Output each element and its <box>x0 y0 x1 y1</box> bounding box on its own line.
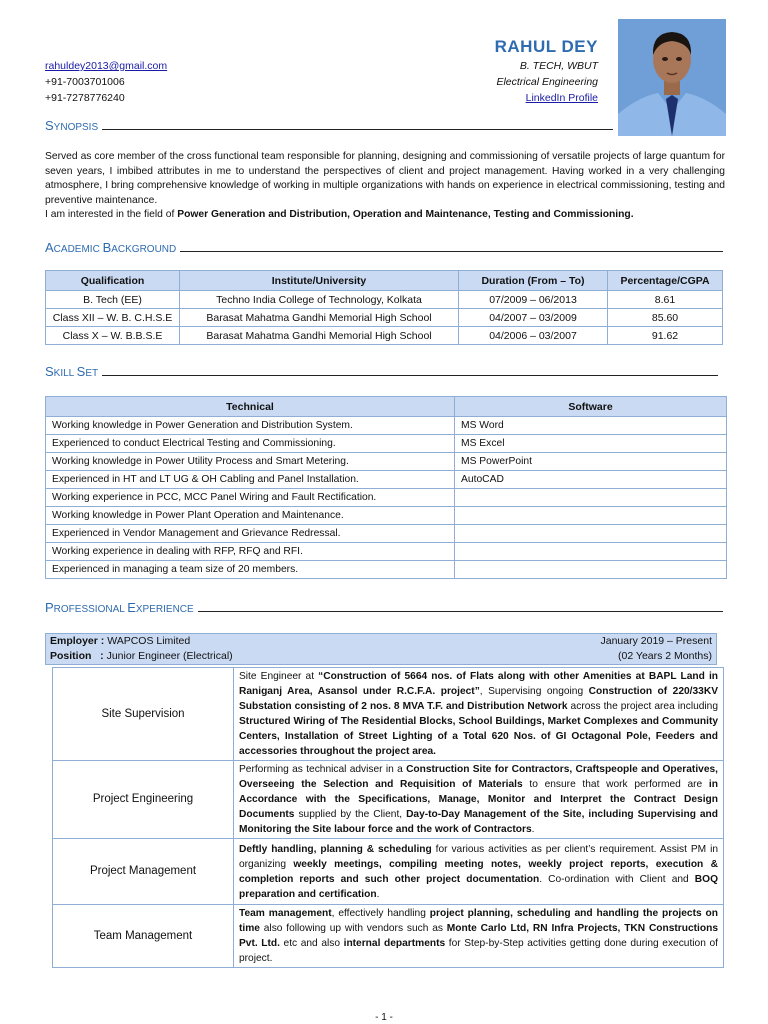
role-text-part: internal departments <box>343 938 446 949</box>
experience-heading: PROFESSIONAL EXPERIENCE <box>45 600 723 615</box>
table-row <box>46 561 727 579</box>
software-skill <box>455 561 727 579</box>
role-text-part: for Step-by-Step activities getting done during execution of project. <box>239 938 718 964</box>
role-text-part: supplied by the Client, <box>294 809 407 820</box>
email-link[interactable]: rahuldey2013@gmail.com <box>45 60 168 72</box>
page-number: - 1 - <box>375 1012 393 1023</box>
col-technical: Technical <box>46 397 455 417</box>
employer-name: WAPCOS Limited <box>107 635 191 647</box>
technical-skill: Working knowledge in Power Utility Process and Smart Metering. <box>46 453 455 471</box>
skills-header-row <box>46 397 727 417</box>
position-label: Position : <box>50 650 107 662</box>
table-row: B. Tech (EE) Techno India College of Technology, Kolkata 07/2009 – 06/2013 8.61 <box>46 291 723 309</box>
role-description <box>234 668 724 761</box>
role-text-part: in Accordance with the Specifications, Manage, Monitor and Interpret the Contract Design Documents <box>239 779 718 820</box>
role-text-part: Deftly handling, planning & scheduling <box>239 843 432 855</box>
col-duration: Duration (From – To) <box>459 271 608 291</box>
software-skill <box>455 489 727 507</box>
technical-skill: Working knowledge in Power Generation and Distribution System. <box>46 417 455 435</box>
software-skill: AutoCAD <box>455 471 727 489</box>
role-text-part: Structured Wiring of The Residential Blocks, School Buildings, Market Complexes and Community Centers, Installation of Street Lighting of a Total 620 Nos. of GI Octagonal Pole, Feeders and accessories throughout the project area. <box>239 716 718 757</box>
interest-line: I am interested in the field of Power Generation and Distribution, Operation and Maintenance, Testing and Commissioning. <box>45 209 634 220</box>
table-row <box>46 471 727 489</box>
table-row <box>46 417 727 435</box>
software-skill: MS PowerPoint <box>455 453 727 471</box>
role-text-part: Day-to-Day Management of the Site, including Supervising and Monitoring the Site labour force and the work of Contractors <box>239 809 718 835</box>
linkedin-link[interactable]: LinkedIn Profile <box>525 92 598 104</box>
skills-table <box>45 396 727 579</box>
phone-1: +91-7003701006 <box>45 76 125 88</box>
role-row <box>53 668 724 761</box>
table-row: Class X – W. B.B.S.E Barasat Mahatma Gandhi Memorial High School 04/2006 – 03/2007 91.62 <box>46 327 723 345</box>
employment-duration: (02 Years 2 Months) <box>618 650 712 662</box>
technical-skill: Experienced to conduct Electrical Testing and Commissioning. <box>46 435 455 453</box>
role-text-part: across the project area including <box>567 701 719 712</box>
synopsis-paragraph: Served as core member of the cross functional team responsible for planning, designing and commissioning of versatile projects of large quantum for seven years, I imbibed attributes in me to understand the perspectives of client and project management. Having worked in a very challenging atmosphere, I bring comprehensive knowledge of working in multiple organizations with hands on experience in electrical commissioning, testing and preventive maintenance. <box>45 151 725 206</box>
technical-skill: Experienced in HT and LT UG & OH Cabling and Panel Installation. <box>46 471 455 489</box>
academic-table <box>45 270 723 345</box>
academic-heading: ACADEMIC BACKGROUND <box>45 240 723 255</box>
synopsis-heading: SYNOPSIS <box>45 118 613 133</box>
software-skill <box>455 543 727 561</box>
discipline: Electrical Engineering <box>496 76 598 88</box>
technical-skill: Experienced in Vendor Management and Grievance Redressal. <box>46 525 455 543</box>
table-row <box>46 543 727 561</box>
role-text-part: , Supervising ongoing <box>479 686 589 697</box>
role-text-part: to ensure that work performed are <box>522 779 709 790</box>
role-text-part: . <box>531 824 535 835</box>
role-text-part: Monte Carlo Ltd, RN Infra Projects, TKN Constructions Pvt. Ltd. <box>239 923 718 949</box>
role-text-part: for various activities as per client’s requirement. Assist PM in organizing <box>239 843 718 870</box>
contact-block <box>45 58 167 106</box>
table-row <box>46 507 727 525</box>
table-row <box>46 489 727 507</box>
employer-label: Employer : <box>50 635 108 647</box>
synopsis-title-rest: YNOPSIS <box>53 122 99 133</box>
col-percentage: Percentage/CGPA <box>608 271 723 291</box>
role-row <box>53 905 724 968</box>
employment-period: January 2019 – Present <box>600 635 712 647</box>
role-text-part: , effectively handling <box>331 908 430 919</box>
role-row <box>53 839 724 905</box>
col-qualification: Qualification <box>46 271 180 291</box>
role-text-part: Site Engineer at <box>239 671 319 682</box>
software-skill <box>455 507 727 525</box>
technical-skill: Working experience in dealing with RFP, RFQ and RFI. <box>46 543 455 561</box>
role-text-part: . Co-ordination with Client and <box>539 873 695 885</box>
position-name: Junior Engineer (Electrical) <box>106 650 233 662</box>
software-skill: MS Word <box>455 417 727 435</box>
col-software: Software <box>455 397 727 417</box>
role-text-part: Performing as technical adviser in a <box>239 764 407 775</box>
technical-skill: Working knowledge in Power Plant Operation and Maintenance. <box>46 507 455 525</box>
technical-skill: Working experience in PCC, MCC Panel Wiring and Fault Rectification. <box>46 489 455 507</box>
role-category: Project Engineering <box>53 761 234 839</box>
technical-skill: Experienced in managing a team size of 20 members. <box>46 561 455 579</box>
degree: B. TECH, WBUT <box>519 60 598 72</box>
candidate-name: RAHUL DEY <box>494 37 598 56</box>
role-category: Site Supervision <box>53 668 234 761</box>
phone-2: +91-7278776240 <box>45 92 125 104</box>
role-text-part: etc and also <box>279 938 344 949</box>
table-row: Class XII – W. B. C.H.S.E Barasat Mahatma Gandhi Memorial High School 04/2007 – 03/2009 85.60 <box>46 309 723 327</box>
profile-photo <box>618 19 726 136</box>
table-row <box>46 435 727 453</box>
role-text-part: “Construction of 5664 nos. of Flats along with other Amenities at BAPL Land in Raniganj Area, Asansol under R.C.F.A. project” <box>239 671 718 697</box>
software-skill <box>455 525 727 543</box>
software-skill: MS Excel <box>455 435 727 453</box>
employer-header <box>45 633 717 665</box>
role-category: Project Management <box>53 839 234 905</box>
role-text-part: Construction of 220/33KV Substation consisting of 2 nos. 8 MVA T.F. and Distribution Network <box>239 686 718 712</box>
role-text-part: . <box>376 888 380 900</box>
role-text-part: weekly meetings, compiling meeting notes, weekly project reports, execution & completion reports and such other project documentation <box>239 858 718 885</box>
role-text-part: BOQ preparation and certification <box>239 873 718 900</box>
role-text-part: Construction Site for Contractors, Craftspeople and Operatives, Overseeing the Selection and Requisition of Materials <box>239 764 718 790</box>
skills-heading: SKILL SET <box>45 364 718 379</box>
col-institute: Institute/University <box>180 271 459 291</box>
role-text-part: Team management <box>239 908 332 919</box>
synopsis-text <box>45 150 725 223</box>
name-block <box>495 36 598 106</box>
role-text-part: also following up with vendors such as <box>259 923 447 934</box>
role-description <box>234 905 724 968</box>
academic-header-row <box>46 271 723 291</box>
table-row <box>46 453 727 471</box>
experience-table <box>52 667 724 968</box>
role-row <box>53 761 724 839</box>
role-description <box>234 839 724 905</box>
role-description <box>234 761 724 839</box>
role-text-part: project planning, scheduling and handling the projects on time <box>239 908 719 934</box>
role-category: Team Management <box>53 905 234 968</box>
table-row <box>46 525 727 543</box>
